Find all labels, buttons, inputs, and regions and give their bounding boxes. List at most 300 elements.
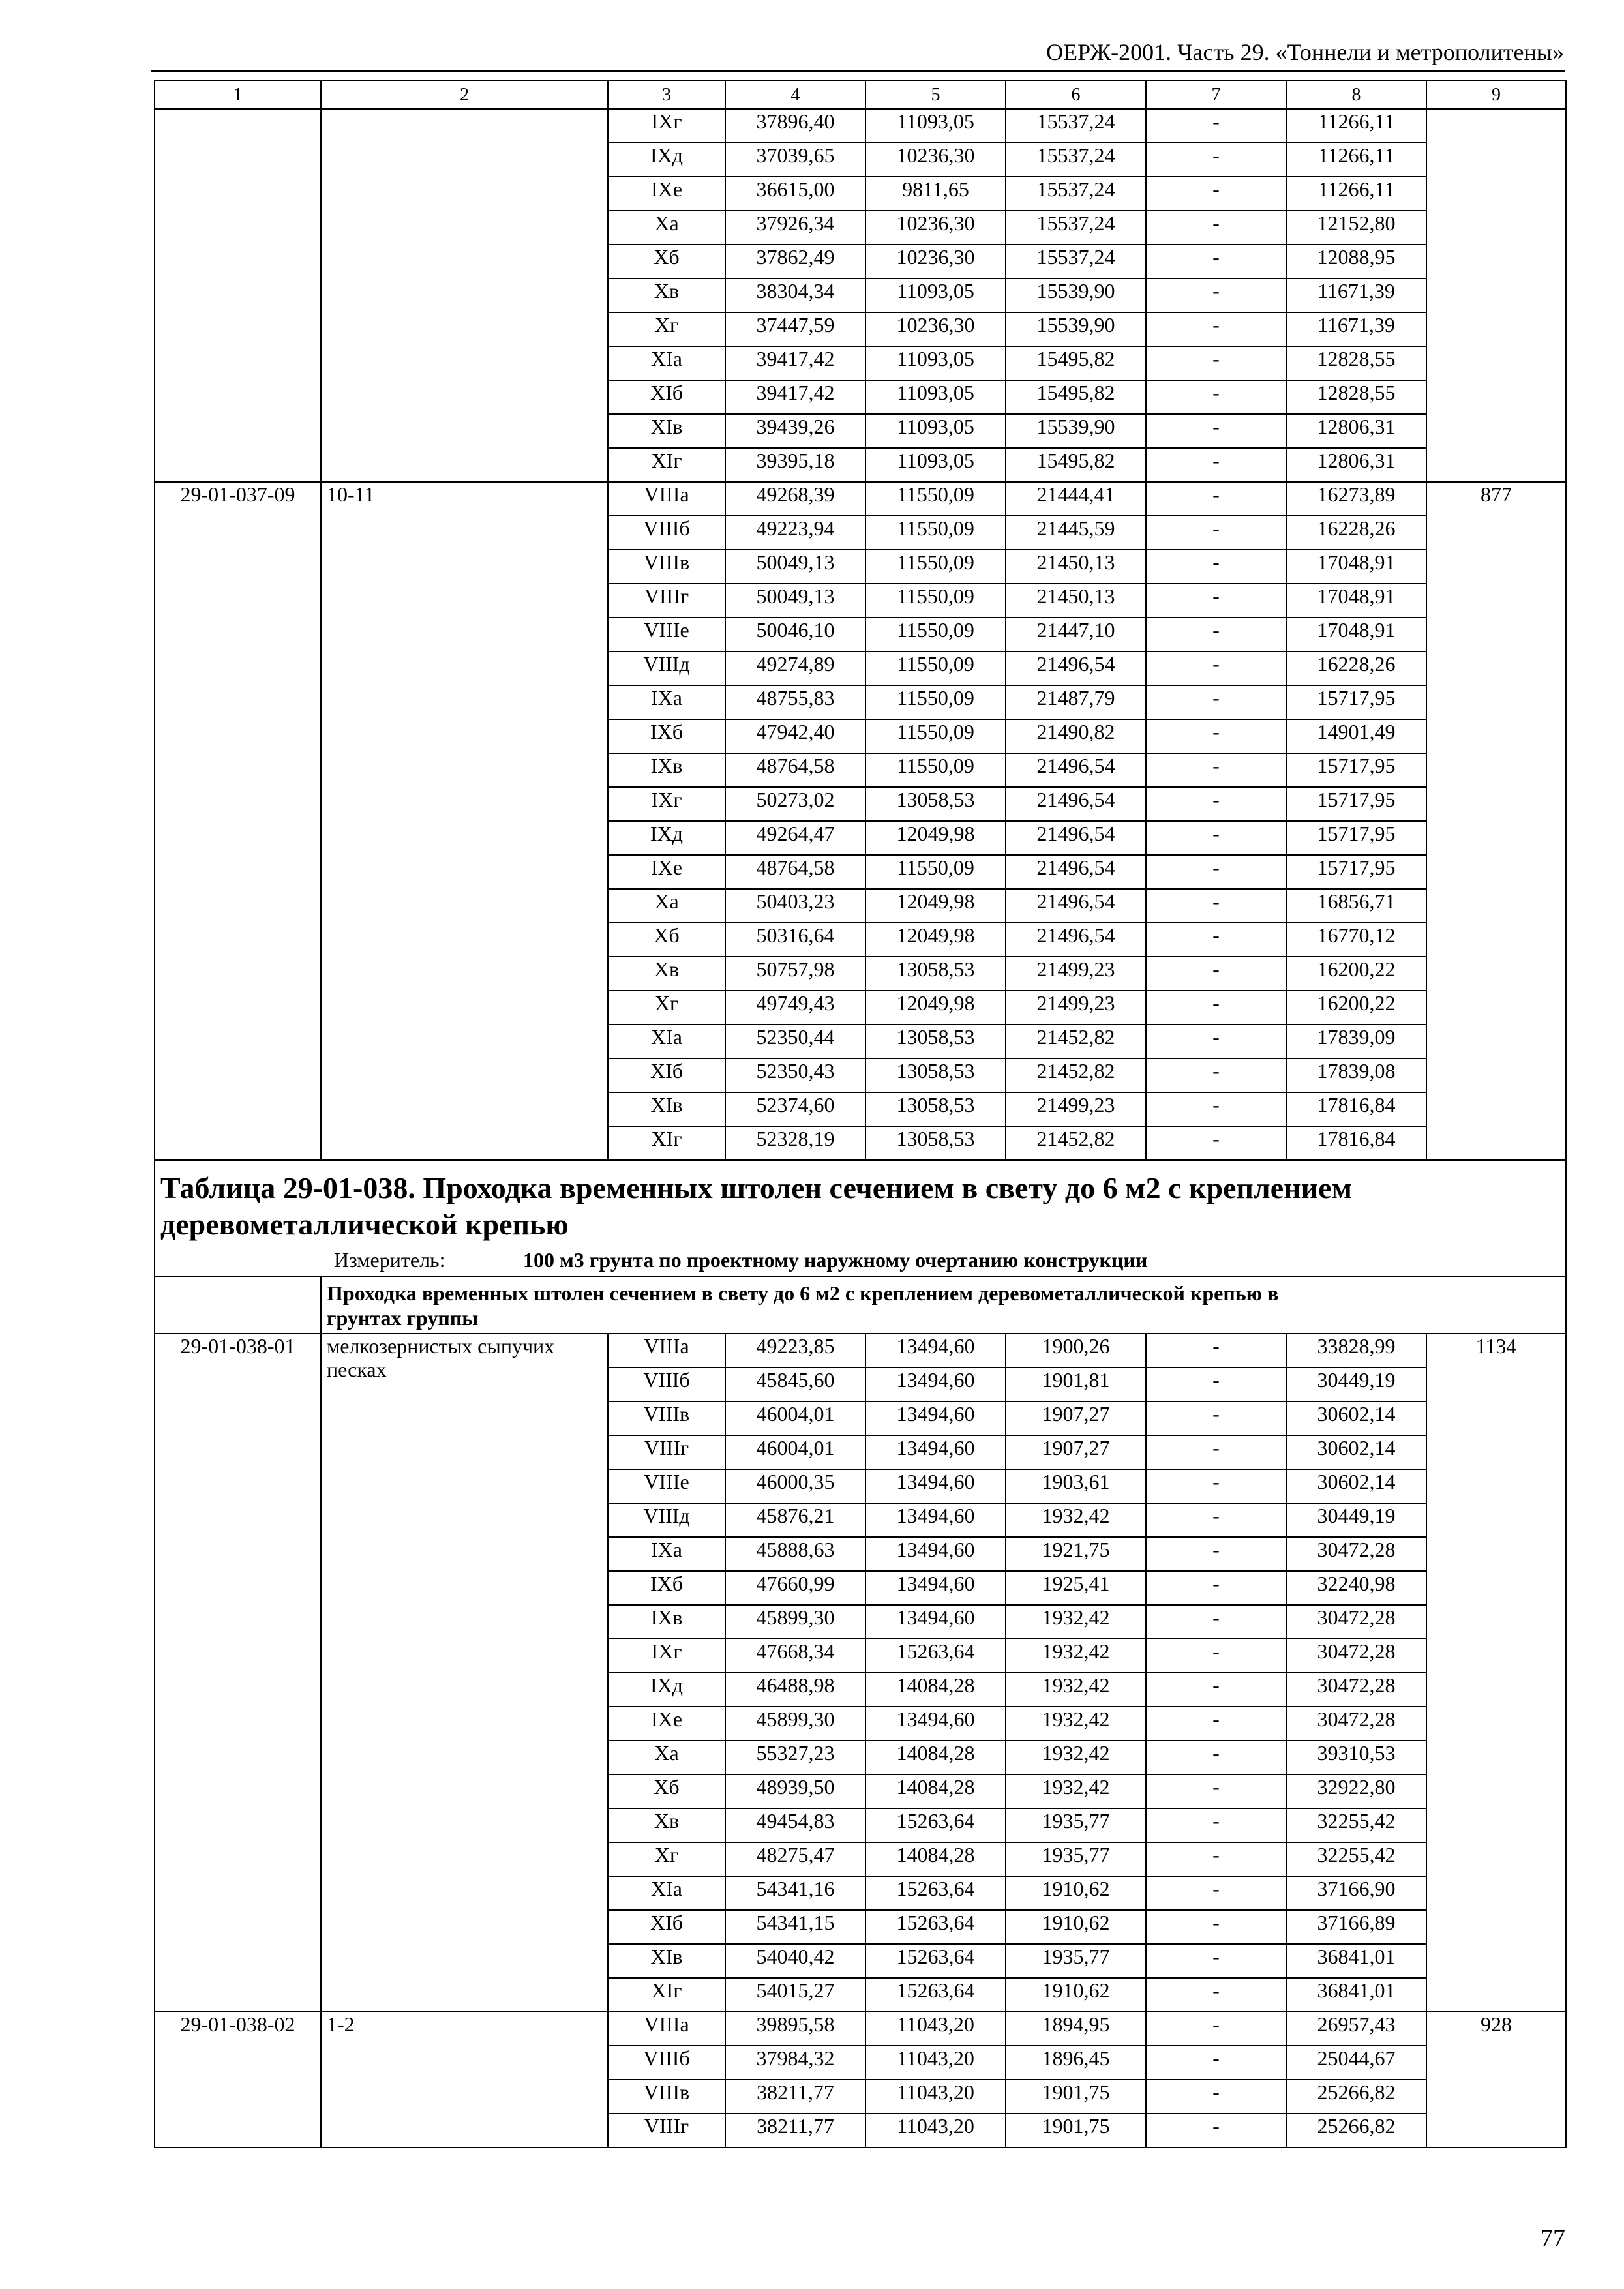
zone-cell: VIIIа [608, 2012, 725, 2046]
rates-table [154, 80, 1567, 2148]
machines-cell: 15537,24 [1006, 177, 1146, 211]
machinists-wages-cell: - [1146, 1910, 1286, 1944]
machines-cell: 1932,42 [1006, 1774, 1146, 1808]
machinists-wages-cell: - [1146, 1571, 1286, 1605]
rate-code-cell: 29-01-038-01 [155, 1334, 321, 2012]
zone-cell: VIIIв [608, 550, 725, 584]
column-number: 1 [155, 80, 321, 109]
materials-cell: 11671,39 [1286, 312, 1426, 346]
wages-cell: 13058,53 [865, 1092, 1006, 1126]
total-cost-cell: 49454,83 [725, 1808, 865, 1842]
machines-cell: 21445,59 [1006, 516, 1146, 550]
machines-cell: 21496,54 [1006, 855, 1146, 889]
zone-cell: VIIIв [608, 1401, 725, 1435]
materials-cell: 11266,11 [1286, 143, 1426, 177]
machinists-wages-cell: - [1146, 719, 1286, 753]
materials-cell: 15717,95 [1286, 787, 1426, 821]
zone-cell: XIб [608, 1058, 725, 1092]
column-number: 4 [725, 80, 865, 109]
machines-cell: 21496,54 [1006, 651, 1146, 685]
machinists-wages-cell: - [1146, 482, 1286, 516]
machinists-wages-cell: - [1146, 1025, 1286, 1058]
materials-cell: 32922,80 [1286, 1774, 1426, 1808]
column-number: 2 [321, 80, 608, 109]
machines-cell: 1901,81 [1006, 1368, 1146, 1401]
table-title-cell [155, 1160, 1566, 1276]
machinists-wages-cell: - [1146, 618, 1286, 651]
materials-cell: 30602,14 [1286, 1435, 1426, 1469]
machines-cell: 21496,54 [1006, 889, 1146, 923]
machinists-wages-cell: - [1146, 245, 1286, 278]
zone-cell: VIIIе [608, 618, 725, 651]
machines-cell: 1921,75 [1006, 1537, 1146, 1571]
meter-value: 100 м3 грунта по проектному наружному очертанию конструкции [523, 1248, 1148, 1272]
wages-cell: 11550,09 [865, 719, 1006, 753]
zone-cell: XIа [608, 1025, 725, 1058]
materials-cell: 15717,95 [1286, 821, 1426, 855]
wages-cell: 11550,09 [865, 550, 1006, 584]
machinists-wages-cell: - [1146, 1944, 1286, 1978]
wages-cell: 10236,30 [865, 211, 1006, 245]
total-cost-cell: 39417,42 [725, 380, 865, 414]
total-cost-cell: 37926,34 [725, 211, 865, 245]
machines-cell: 21450,13 [1006, 550, 1146, 584]
wages-cell: 13494,60 [865, 1571, 1006, 1605]
machinists-wages-cell: - [1146, 516, 1286, 550]
machinists-wages-cell: - [1146, 753, 1286, 787]
wages-cell: 12049,98 [865, 821, 1006, 855]
machinists-wages-cell: - [1146, 109, 1286, 143]
wages-cell: 9811,65 [865, 177, 1006, 211]
table-title-line-1: Таблица 29-01-038. Проходка временных штолен сечением в свету до 6 м2 с креплением [160, 1171, 1352, 1204]
total-cost-cell: 39417,42 [725, 346, 865, 380]
total-cost-cell: 50403,23 [725, 889, 865, 923]
machinists-wages-cell: - [1146, 177, 1286, 211]
wages-cell: 13494,60 [865, 1334, 1006, 1368]
zone-cell: Xб [608, 245, 725, 278]
total-cost-cell: 50049,13 [725, 550, 865, 584]
total-cost-cell: 37984,32 [725, 2046, 865, 2080]
total-cost-cell: 45899,30 [725, 1605, 865, 1639]
zone-cell: IXд [608, 143, 725, 177]
total-cost-cell: 39895,58 [725, 2012, 865, 2046]
machines-cell: 21496,54 [1006, 821, 1146, 855]
materials-cell: 16770,12 [1286, 923, 1426, 957]
total-cost-cell: 52350,44 [725, 1025, 865, 1058]
machines-cell: 1935,77 [1006, 1944, 1146, 1978]
wages-cell: 11550,09 [865, 855, 1006, 889]
machines-cell: 1932,42 [1006, 1707, 1146, 1741]
materials-cell: 26957,43 [1286, 2012, 1426, 2046]
soil-group-cell [321, 109, 608, 482]
total-cost-cell: 54341,16 [725, 1876, 865, 1910]
machinists-wages-cell: - [1146, 2114, 1286, 2147]
zone-cell: XIв [608, 1944, 725, 1978]
zone-cell: Xа [608, 211, 725, 245]
wages-cell: 14084,28 [865, 1673, 1006, 1707]
column-number: 5 [865, 80, 1006, 109]
materials-cell: 37166,90 [1286, 1876, 1426, 1910]
wages-cell: 11550,09 [865, 753, 1006, 787]
machinists-wages-cell: - [1146, 1368, 1286, 1401]
materials-cell: 36841,01 [1286, 1978, 1426, 2012]
total-cost-cell: 39439,26 [725, 414, 865, 448]
table-row [155, 1334, 1566, 1368]
materials-cell: 12828,55 [1286, 346, 1426, 380]
machinists-wages-cell: - [1146, 2046, 1286, 2080]
materials-cell: 12806,31 [1286, 448, 1426, 482]
materials-cell: 37166,89 [1286, 1910, 1426, 1944]
materials-cell: 25266,82 [1286, 2114, 1426, 2147]
wages-cell: 13494,60 [865, 1368, 1006, 1401]
total-cost-cell: 37039,65 [725, 143, 865, 177]
total-cost-cell: 45888,63 [725, 1537, 865, 1571]
total-cost-cell: 50273,02 [725, 787, 865, 821]
total-cost-cell: 50757,98 [725, 957, 865, 991]
labor-cost-cell: 1134 [1426, 1334, 1566, 2012]
column-number: 3 [608, 80, 725, 109]
total-cost-cell: 55327,23 [725, 1741, 865, 1774]
zone-cell: IXв [608, 753, 725, 787]
machines-cell: 1925,41 [1006, 1571, 1146, 1605]
column-number-row [155, 80, 1566, 109]
meter-label: Измеритель: [334, 1248, 445, 1272]
wages-cell: 10236,30 [865, 245, 1006, 278]
machines-cell: 21496,54 [1006, 787, 1146, 821]
wages-cell: 13058,53 [865, 957, 1006, 991]
total-cost-cell: 37447,59 [725, 312, 865, 346]
zone-cell: VIIIб [608, 516, 725, 550]
total-cost-cell: 38304,34 [725, 278, 865, 312]
machinists-wages-cell: - [1146, 957, 1286, 991]
total-cost-cell: 48755,83 [725, 685, 865, 719]
machinists-wages-cell: - [1146, 1435, 1286, 1469]
machines-cell: 1932,42 [1006, 1741, 1146, 1774]
group-heading-spacer [155, 1276, 321, 1334]
zone-cell: VIIIа [608, 1334, 725, 1368]
rate-code-cell: 29-01-037-09 [155, 482, 321, 1160]
total-cost-cell: 48275,47 [725, 1842, 865, 1876]
group-heading: Проходка временных штолен сечением в свету до 6 м2 с креплением деревометаллической крепью в грунтах группы [321, 1276, 1566, 1334]
machinists-wages-cell: - [1146, 1058, 1286, 1092]
wages-cell: 12049,98 [865, 923, 1006, 957]
machines-cell: 1907,27 [1006, 1401, 1146, 1435]
materials-cell: 15717,95 [1286, 753, 1426, 787]
zone-cell: Xг [608, 991, 725, 1025]
materials-cell: 17048,91 [1286, 584, 1426, 618]
total-cost-cell: 49223,85 [725, 1334, 865, 1368]
machinists-wages-cell: - [1146, 2012, 1286, 2046]
zone-cell: IXа [608, 685, 725, 719]
zone-cell: Xб [608, 923, 725, 957]
column-number: 8 [1286, 80, 1426, 109]
wages-cell: 13494,60 [865, 1707, 1006, 1741]
machinists-wages-cell: - [1146, 1126, 1286, 1160]
machines-cell: 1932,42 [1006, 1605, 1146, 1639]
machines-cell: 1910,62 [1006, 1910, 1146, 1944]
page-number: 77 [1541, 2224, 1565, 2252]
materials-cell: 30472,28 [1286, 1639, 1426, 1673]
machinists-wages-cell: - [1146, 448, 1286, 482]
machines-cell: 1896,45 [1006, 2046, 1146, 2080]
labor-cost-cell: 928 [1426, 2012, 1566, 2147]
materials-cell: 12088,95 [1286, 245, 1426, 278]
zone-cell: XIб [608, 380, 725, 414]
materials-cell: 17048,91 [1286, 550, 1426, 584]
materials-cell: 12806,31 [1286, 414, 1426, 448]
soil-group-cell: 1-2 [321, 2012, 608, 2147]
zone-cell: IXа [608, 1537, 725, 1571]
machinists-wages-cell: - [1146, 143, 1286, 177]
zone-cell: VIIIб [608, 1368, 725, 1401]
machines-cell: 15539,90 [1006, 414, 1146, 448]
total-cost-cell: 54341,15 [725, 1910, 865, 1944]
machines-cell: 1894,95 [1006, 2012, 1146, 2046]
zone-cell: Xа [608, 889, 725, 923]
labor-cost-cell [1426, 109, 1566, 482]
machinists-wages-cell: - [1146, 1639, 1286, 1673]
machines-cell: 1910,62 [1006, 1978, 1146, 2012]
machinists-wages-cell: - [1146, 1334, 1286, 1368]
machinists-wages-cell: - [1146, 1876, 1286, 1910]
materials-cell: 12152,80 [1286, 211, 1426, 245]
zone-cell: Xв [608, 1808, 725, 1842]
machinists-wages-cell: - [1146, 1673, 1286, 1707]
wages-cell: 11550,09 [865, 516, 1006, 550]
materials-cell: 32240,98 [1286, 1571, 1426, 1605]
materials-cell: 32255,42 [1286, 1842, 1426, 1876]
total-cost-cell: 50316,64 [725, 923, 865, 957]
total-cost-cell: 52328,19 [725, 1126, 865, 1160]
zone-cell: VIIIв [608, 2080, 725, 2114]
machinists-wages-cell: - [1146, 889, 1286, 923]
total-cost-cell: 48939,50 [725, 1774, 865, 1808]
wages-cell: 14084,28 [865, 1774, 1006, 1808]
rate-code-cell [155, 109, 321, 482]
materials-cell: 30449,19 [1286, 1503, 1426, 1537]
materials-cell: 17839,08 [1286, 1058, 1426, 1092]
total-cost-cell: 37896,40 [725, 109, 865, 143]
zone-cell: IXе [608, 855, 725, 889]
wages-cell: 14084,28 [865, 1842, 1006, 1876]
materials-cell: 25266,82 [1286, 2080, 1426, 2114]
machines-cell: 21496,54 [1006, 753, 1146, 787]
zone-cell: IXб [608, 1571, 725, 1605]
total-cost-cell: 38211,77 [725, 2080, 865, 2114]
machines-cell: 15495,82 [1006, 448, 1146, 482]
materials-cell: 11266,11 [1286, 109, 1426, 143]
zone-cell: IXг [608, 787, 725, 821]
table-title-row [155, 1160, 1566, 1276]
materials-cell: 17816,84 [1286, 1126, 1426, 1160]
meter-line [160, 1247, 1560, 1273]
column-number: 9 [1426, 80, 1566, 109]
wages-cell: 11550,09 [865, 618, 1006, 651]
total-cost-cell: 39395,18 [725, 448, 865, 482]
materials-cell: 11671,39 [1286, 278, 1426, 312]
wages-cell: 15263,64 [865, 1978, 1006, 2012]
zone-cell: Xг [608, 1842, 725, 1876]
wages-cell: 11093,05 [865, 414, 1006, 448]
materials-cell: 30472,28 [1286, 1707, 1426, 1741]
zone-cell: VIIIб [608, 2046, 725, 2080]
machines-cell: 21452,82 [1006, 1126, 1146, 1160]
wages-cell: 13494,60 [865, 1401, 1006, 1435]
soil-group-cell: 10-11 [321, 482, 608, 1160]
total-cost-cell: 50049,13 [725, 584, 865, 618]
total-cost-cell: 54015,27 [725, 1978, 865, 2012]
group-heading-row [155, 1276, 1566, 1334]
machinists-wages-cell: - [1146, 1469, 1286, 1503]
materials-cell: 25044,67 [1286, 2046, 1426, 2080]
labor-cost-cell: 877 [1426, 482, 1566, 1160]
machines-cell: 21450,13 [1006, 584, 1146, 618]
total-cost-cell: 49268,39 [725, 482, 865, 516]
machinists-wages-cell: - [1146, 584, 1286, 618]
column-number: 6 [1006, 80, 1146, 109]
zone-cell: IXг [608, 109, 725, 143]
zone-cell: XIа [608, 346, 725, 380]
zone-cell: IXг [608, 1639, 725, 1673]
machines-cell: 15537,24 [1006, 109, 1146, 143]
wages-cell: 13494,60 [865, 1503, 1006, 1537]
materials-cell: 39310,53 [1286, 1741, 1426, 1774]
machinists-wages-cell: - [1146, 550, 1286, 584]
total-cost-cell: 49749,43 [725, 991, 865, 1025]
machines-cell: 21452,82 [1006, 1058, 1146, 1092]
materials-cell: 16200,22 [1286, 957, 1426, 991]
total-cost-cell: 36615,00 [725, 177, 865, 211]
machinists-wages-cell: - [1146, 1741, 1286, 1774]
machinists-wages-cell: - [1146, 1808, 1286, 1842]
materials-cell: 12828,55 [1286, 380, 1426, 414]
machines-cell: 21487,79 [1006, 685, 1146, 719]
materials-cell: 30472,28 [1286, 1673, 1426, 1707]
table-row [155, 482, 1566, 516]
machinists-wages-cell: - [1146, 685, 1286, 719]
wages-cell: 10236,30 [865, 143, 1006, 177]
zone-cell: Xг [608, 312, 725, 346]
rate-code-cell: 29-01-038-02 [155, 2012, 321, 2147]
table-title-line-2: деревометаллической крепью [160, 1208, 569, 1241]
wages-cell: 15263,64 [865, 1808, 1006, 1842]
machines-cell: 21452,82 [1006, 1025, 1146, 1058]
total-cost-cell: 37862,49 [725, 245, 865, 278]
machinists-wages-cell: - [1146, 1707, 1286, 1741]
wages-cell: 13494,60 [865, 1605, 1006, 1639]
wages-cell: 13494,60 [865, 1469, 1006, 1503]
total-cost-cell: 50046,10 [725, 618, 865, 651]
materials-cell: 16273,89 [1286, 482, 1426, 516]
wages-cell: 13058,53 [865, 787, 1006, 821]
wages-cell: 15263,64 [865, 1910, 1006, 1944]
materials-cell: 17048,91 [1286, 618, 1426, 651]
machines-cell: 1910,62 [1006, 1876, 1146, 1910]
wages-cell: 14084,28 [865, 1741, 1006, 1774]
machines-cell: 15495,82 [1006, 346, 1146, 380]
total-cost-cell: 46000,35 [725, 1469, 865, 1503]
machines-cell: 1935,77 [1006, 1842, 1146, 1876]
machines-cell: 1903,61 [1006, 1469, 1146, 1503]
total-cost-cell: 54040,42 [725, 1944, 865, 1978]
machines-cell: 21499,23 [1006, 957, 1146, 991]
zone-cell: IXд [608, 1673, 725, 1707]
header-rule [151, 70, 1565, 72]
total-cost-cell: 46488,98 [725, 1673, 865, 1707]
materials-cell: 16200,22 [1286, 991, 1426, 1025]
materials-cell: 15717,95 [1286, 855, 1426, 889]
zone-cell: IXб [608, 719, 725, 753]
machines-cell: 1900,26 [1006, 1334, 1146, 1368]
materials-cell: 16856,71 [1286, 889, 1426, 923]
table-row [155, 2012, 1566, 2046]
machinists-wages-cell: - [1146, 1503, 1286, 1537]
machines-cell: 21499,23 [1006, 1092, 1146, 1126]
wages-cell: 15263,64 [865, 1944, 1006, 1978]
zone-cell: IXе [608, 177, 725, 211]
zone-cell: IXе [608, 1707, 725, 1741]
machines-cell: 15537,24 [1006, 245, 1146, 278]
machines-cell: 21444,41 [1006, 482, 1146, 516]
machinists-wages-cell: - [1146, 855, 1286, 889]
wages-cell: 11550,09 [865, 584, 1006, 618]
total-cost-cell: 48764,58 [725, 855, 865, 889]
materials-cell: 32255,42 [1286, 1808, 1426, 1842]
materials-cell: 16228,26 [1286, 516, 1426, 550]
wages-cell: 10236,30 [865, 312, 1006, 346]
zone-cell: Xа [608, 1741, 725, 1774]
machines-cell: 15539,90 [1006, 278, 1146, 312]
total-cost-cell: 48764,58 [725, 753, 865, 787]
soil-group-cell: мелкозернистых сыпучих песках [321, 1334, 608, 2012]
materials-cell: 30602,14 [1286, 1401, 1426, 1435]
machines-cell: 1932,42 [1006, 1503, 1146, 1537]
total-cost-cell: 45899,30 [725, 1707, 865, 1741]
total-cost-cell: 49223,94 [725, 516, 865, 550]
total-cost-cell: 52374,60 [725, 1092, 865, 1126]
materials-cell: 30449,19 [1286, 1368, 1426, 1401]
total-cost-cell: 46004,01 [725, 1401, 865, 1435]
machines-cell: 1901,75 [1006, 2080, 1146, 2114]
machinists-wages-cell: - [1146, 1774, 1286, 1808]
machinists-wages-cell: - [1146, 380, 1286, 414]
zone-cell: VIIIд [608, 1503, 725, 1537]
total-cost-cell: 38211,77 [725, 2114, 865, 2147]
materials-cell: 14901,49 [1286, 719, 1426, 753]
machinists-wages-cell: - [1146, 312, 1286, 346]
wages-cell: 15263,64 [865, 1639, 1006, 1673]
machinists-wages-cell: - [1146, 1978, 1286, 2012]
machinists-wages-cell: - [1146, 211, 1286, 245]
machinists-wages-cell: - [1146, 923, 1286, 957]
machinists-wages-cell: - [1146, 414, 1286, 448]
wages-cell: 13058,53 [865, 1025, 1006, 1058]
wages-cell: 11043,20 [865, 2080, 1006, 2114]
total-cost-cell: 49264,47 [725, 821, 865, 855]
wages-cell: 11043,20 [865, 2012, 1006, 2046]
machines-cell: 1932,42 [1006, 1639, 1146, 1673]
machinists-wages-cell: - [1146, 1537, 1286, 1571]
zone-cell: XIг [608, 1978, 725, 2012]
total-cost-cell: 45845,60 [725, 1368, 865, 1401]
zone-cell: VIIIа [608, 482, 725, 516]
wages-cell: 13494,60 [865, 1537, 1006, 1571]
wages-cell: 11550,09 [865, 651, 1006, 685]
wages-cell: 11093,05 [865, 278, 1006, 312]
zone-cell: Xв [608, 957, 725, 991]
wages-cell: 11043,20 [865, 2046, 1006, 2080]
wages-cell: 15263,64 [865, 1876, 1006, 1910]
